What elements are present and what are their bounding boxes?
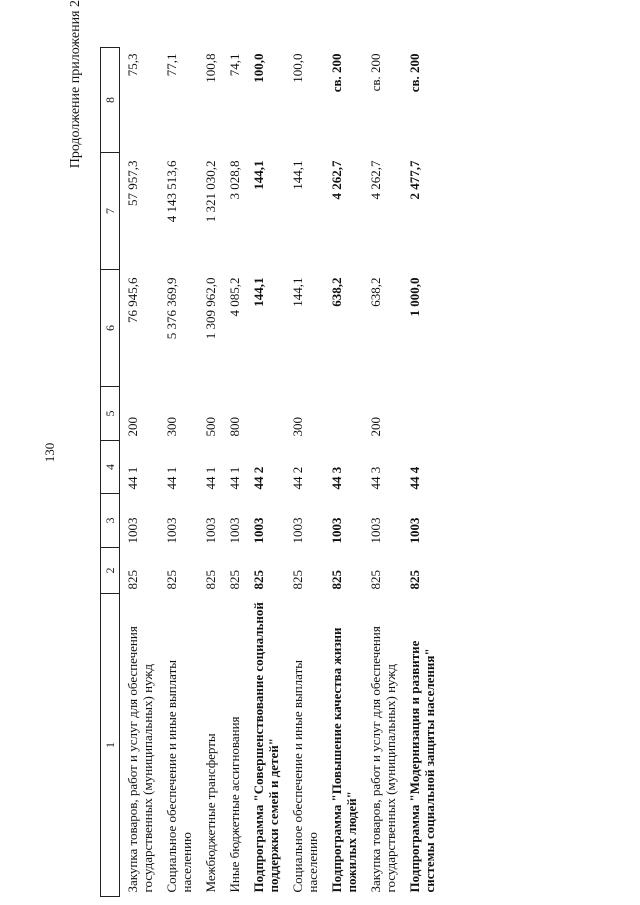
- table-row: [246, 48, 285, 897]
- execution-percent-cell: 77,1: [164, 53, 179, 77]
- execution-percent-cell: св. 200: [407, 53, 422, 93]
- expense-type-cell: [402, 387, 441, 441]
- column-header-2: 2: [101, 548, 120, 594]
- row-name-cell: Закупка товаров, работ и услуг для обеспечения государственных (муниципальных) нужд: [125, 626, 155, 893]
- table-row: [159, 48, 198, 897]
- expense-type-cell: 500: [203, 417, 218, 437]
- table-row: [285, 48, 324, 897]
- planned-amount-cell: 5 376 369,9: [164, 277, 179, 340]
- executed-amount-cell: 144,1: [290, 160, 305, 190]
- target-item-cell: 44 2: [251, 466, 266, 490]
- ministry-code-cell: 825: [329, 570, 344, 590]
- section-code-cell: 1003: [251, 517, 266, 544]
- table-row: [222, 48, 246, 897]
- column-header-1: 1: [101, 594, 120, 897]
- section-code-cell: 1003: [125, 517, 140, 544]
- target-item-cell: 44 3: [368, 466, 383, 490]
- section-code-cell: 1003: [329, 517, 344, 544]
- ministry-code-cell: 825: [164, 570, 179, 590]
- executed-amount-cell: 3 028,8: [227, 160, 242, 200]
- expense-type-cell: [246, 387, 285, 441]
- planned-amount-cell: 76 945,6: [125, 277, 140, 323]
- target-item-cell: 44 1: [227, 466, 242, 490]
- executed-amount-cell: 1 321 030,2: [203, 160, 218, 223]
- ministry-code-cell: 825: [290, 570, 305, 590]
- execution-percent-cell: 100,8: [203, 53, 218, 83]
- budget-table: [100, 47, 441, 897]
- table-row: [402, 48, 441, 897]
- row-name-cell: Подпрограмма "Совершенствование социальной поддержки семей и детей": [251, 602, 281, 893]
- execution-percent-cell: 75,3: [125, 53, 140, 77]
- section-code-cell: 1003: [164, 517, 179, 544]
- executed-amount-cell: 2 477,7: [407, 160, 422, 200]
- ministry-code-cell: 825: [227, 570, 242, 590]
- execution-percent-cell: 100,0: [251, 53, 266, 83]
- appendix-continuation-label: Продолжение приложения 2: [68, 0, 83, 169]
- executed-amount-cell: 4 262,7: [368, 160, 383, 200]
- planned-amount-cell: 638,2: [368, 277, 383, 307]
- executed-amount-cell: 4 143 513,6: [164, 160, 179, 223]
- planned-amount-cell: 144,1: [251, 277, 266, 307]
- target-item-cell: 44 1: [164, 466, 179, 490]
- executed-amount-cell: 144,1: [251, 160, 266, 190]
- execution-percent-cell: 74,1: [227, 53, 242, 77]
- ministry-code-cell: 825: [407, 570, 422, 590]
- expense-type-cell: 300: [290, 417, 305, 437]
- column-header-5: 5: [101, 387, 120, 441]
- section-code-cell: 1003: [290, 517, 305, 544]
- execution-percent-cell: 100,0: [290, 53, 305, 83]
- target-item-cell: 44 1: [203, 466, 218, 490]
- page-number: 130: [42, 442, 57, 463]
- table-row: [120, 48, 160, 897]
- row-name-cell: Закупка товаров, работ и услуг для обеспечения государственных (муниципальных) нужд: [368, 626, 398, 893]
- ministry-code-cell: 825: [125, 570, 140, 590]
- target-item-cell: 44 1: [125, 466, 140, 490]
- execution-percent-cell: св. 200: [368, 53, 383, 92]
- table-row: [324, 48, 363, 897]
- planned-amount-cell: 638,2: [329, 277, 344, 307]
- table-row: [198, 48, 222, 897]
- target-item-cell: 44 4: [407, 466, 422, 490]
- ministry-code-cell: 825: [368, 570, 383, 590]
- column-header-8: 8: [101, 48, 120, 153]
- planned-amount-cell: 1 000,0: [407, 277, 422, 317]
- row-name-cell: Подпрограмма "Повышение качества жизни пожилых людей": [329, 627, 359, 893]
- column-header-3: 3: [101, 494, 120, 548]
- expense-type-cell: 800: [227, 417, 242, 437]
- row-name-cell: Социальное обеспечение и иные выплаты населению: [164, 659, 194, 893]
- target-item-cell: 44 2: [290, 466, 305, 490]
- table-header-row: [101, 48, 120, 897]
- expense-type-cell: 200: [125, 417, 140, 437]
- expense-type-cell: 300: [164, 417, 179, 437]
- column-header-6: 6: [101, 270, 120, 387]
- row-name-cell: Подпрограмма "Модернизация и развитие системы социальной защиты населения": [407, 640, 437, 893]
- executed-amount-cell: 57 957,3: [125, 160, 140, 206]
- executed-amount-cell: 4 262,7: [329, 160, 344, 200]
- column-header-4: 4: [101, 441, 120, 494]
- planned-amount-cell: 4 085,2: [227, 277, 242, 317]
- table-body: [120, 48, 442, 897]
- row-name-cell: Иные бюджетные ассигнования: [227, 716, 242, 893]
- table-row: [363, 48, 402, 897]
- row-name-cell: Межбюджетные трансферты: [203, 733, 218, 893]
- ministry-code-cell: 825: [251, 570, 266, 590]
- expense-type-cell: [324, 387, 363, 441]
- section-code-cell: 1003: [368, 517, 383, 544]
- execution-percent-cell: св. 200: [329, 53, 344, 93]
- target-item-cell: 44 3: [329, 466, 344, 490]
- section-code-cell: 1003: [227, 517, 242, 544]
- expense-type-cell: 200: [368, 417, 383, 437]
- section-code-cell: 1003: [203, 517, 218, 544]
- ministry-code-cell: 825: [203, 570, 218, 590]
- section-code-cell: 1003: [407, 517, 422, 544]
- column-header-7: 7: [101, 153, 120, 270]
- row-name-cell: Социальное обеспечение и иные выплаты населению: [290, 659, 320, 893]
- planned-amount-cell: 144,1: [290, 277, 305, 307]
- planned-amount-cell: 1 309 962,0: [203, 277, 218, 340]
